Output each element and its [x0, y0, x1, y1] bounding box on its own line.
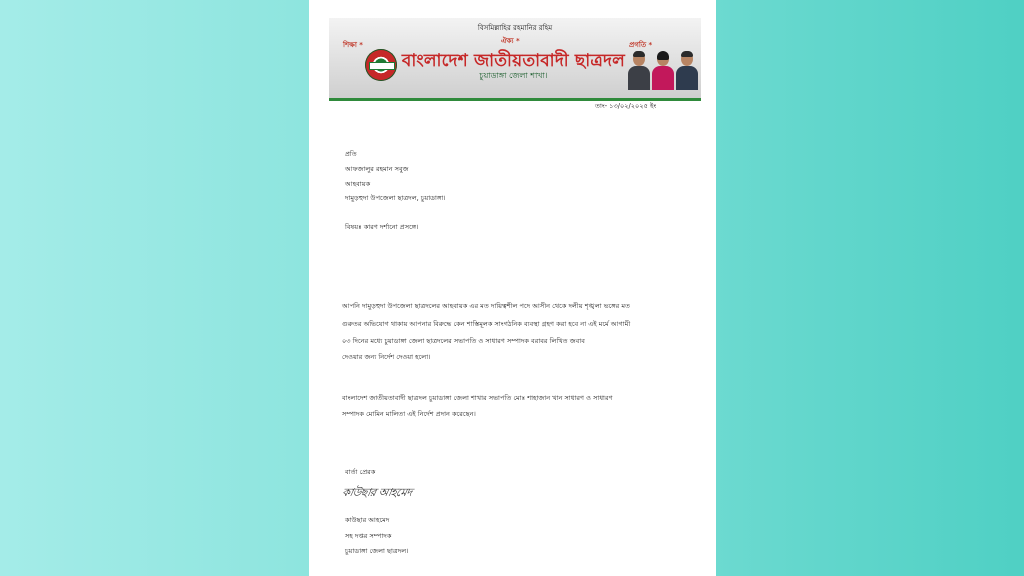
letter-subject: বিষয়ঃ কারণ দর্শানো প্রসঙ্গে। [345, 223, 419, 231]
sender-label: বার্তা প্রেরক [345, 468, 376, 476]
sender-organization: চুয়াডাঙ্গা জেলা ছাত্রদল। [345, 547, 409, 555]
tag-education: শিক্ষা * [343, 41, 363, 49]
emblem-ribbon [369, 62, 395, 70]
body-line: দেওয়ার জন্য নির্দেশ দেওয়া হলো। [342, 353, 431, 361]
body-line: গুরুতর অভিযোগ থাকায় আপনার বিরুদ্ধে কেন শাস্তিমূলক সাংগঠনিক ব্যবস্থা গ্রহণ করা হবে না এই মর্মে আগামী [342, 320, 631, 328]
body-line: সম্পাদক মোমিন মালিতা এই নির্দেশ প্রদান করেছেন। [342, 410, 476, 418]
handwritten-signature: কাউছার আহমেদ [340, 486, 413, 499]
recipient-name: আফজালুর রহমান সবুজ [345, 165, 409, 173]
tag-progress: প্রগতি * [629, 41, 653, 49]
tag-unity: ঐক্য * [501, 37, 520, 45]
recipient-prefix: প্রতি [345, 150, 357, 158]
letterhead-banner [329, 18, 701, 101]
recipient-designation: আহবায়ক [345, 180, 371, 188]
letter-page [309, 0, 716, 576]
body-line: আপনি দামুড়হুদা উপজেলা ছাত্রদলের আহবায়ক এর মত দায়িত্বশীল পদে আসীন থেকে দলীয় শৃঙ্খলা ভঙ্গের মত [342, 302, 631, 310]
body-line: ০৩ দিনের মধ্যে চুয়াডাঙ্গা জেলা ছাত্রদলের সভাপতি ও সাধারণ সম্পাদক বরাবর লিখিত জবাব [342, 337, 585, 345]
organization-title: বাংলাদেশ জাতীয়তাবাদী ছাত্রদল [401, 51, 626, 71]
organization-branch: চুয়াডাঙ্গা জেলা শাখা। [479, 71, 548, 80]
leader-photo-3 [675, 50, 699, 90]
leader-photo-2 [651, 50, 675, 90]
leader-photo-1 [627, 50, 651, 90]
recipient-address: দামুড়হুদা উপজেলা ছাত্রদল, চুয়াডাঙ্গা। [345, 194, 446, 202]
sender-designation: সহ দপ্তর সম্পাদক [345, 532, 392, 540]
letter-date: তাং- ১৩/০২/২০২৫ ইং [595, 102, 657, 110]
sender-name: কাউছার আহমেদ [345, 516, 390, 524]
bismillah-text: বিসমিল্লাহির রহমানির রহিম [477, 24, 553, 32]
body-line: বাংলাদেশ জাতীয়তাবাদী ছাত্রদল চুয়াডাঙ্গা জেলা শাখার সভাপতি মোঃ শাহাজান খান সাধারণ ও সাধারণ [342, 394, 613, 402]
